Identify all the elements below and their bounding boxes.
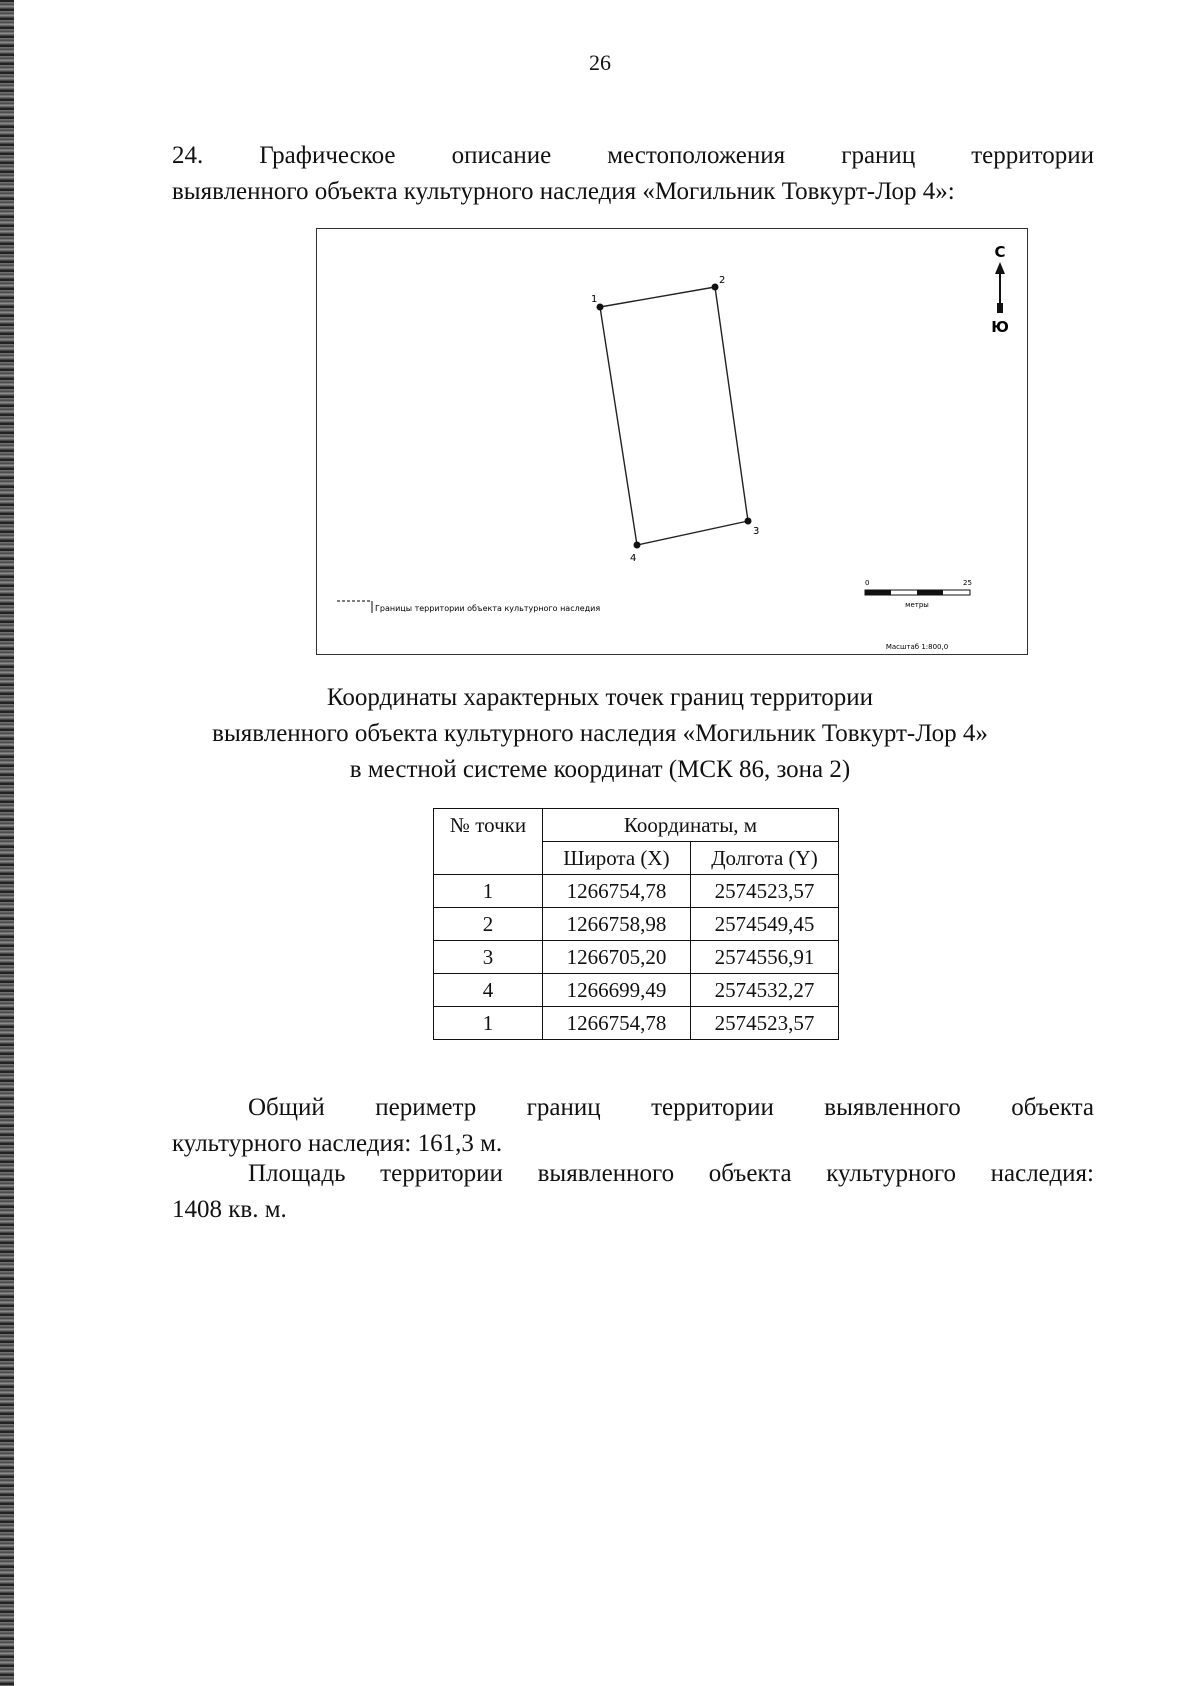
table-row — [434, 974, 839, 1007]
header-latitude-x: Широта (X) — [543, 842, 691, 875]
scale-start-label: 0 — [865, 579, 870, 587]
cell-point: 1 — [434, 1007, 543, 1040]
boundary-point-4-marker — [634, 542, 641, 549]
cell-x: 1266758,98 — [543, 908, 691, 941]
scale-end-label: 25 — [963, 579, 972, 587]
table-caption — [0, 680, 1200, 788]
scale-ratio-label: Масштаб 1:800,0 — [885, 643, 949, 651]
header-coordinates: Координаты, м — [543, 809, 839, 842]
compass-north-label: С — [994, 243, 1006, 261]
cell-point: 3 — [434, 941, 543, 974]
coordinates-table — [433, 808, 839, 1040]
scale-unit-label: метры — [905, 601, 929, 609]
cell-x: 1266699,49 — [543, 974, 691, 1007]
perimeter-line-1: Общий периметр границ территории выявленного объекта — [248, 1094, 1094, 1121]
area-line-2: 1408 кв. м. — [172, 1196, 287, 1223]
cell-y: 2574532,27 — [690, 974, 838, 1007]
cell-y: 2574549,45 — [690, 908, 838, 941]
scan-binding-edge — [0, 0, 14, 1686]
cell-point: 2 — [434, 908, 543, 941]
north-arrow-icon — [991, 243, 1009, 336]
scale-bar — [865, 579, 972, 651]
cell-point: 4 — [434, 974, 543, 1007]
perimeter-line-2: культурного наследия: 161,3 м. — [172, 1130, 503, 1157]
boundary-point-3-marker — [745, 518, 752, 525]
point-label-3: 3 — [753, 526, 760, 537]
cell-y: 2574523,57 — [690, 875, 838, 908]
caption-line-3: в местной системе координат (МСК 86, зона 2) — [349, 756, 851, 783]
header-longitude-y: Долгота (Y) — [690, 842, 838, 875]
heading-line-2: выявленного объекта культурного наследия «Могильник Товкурт-Лор 4»: — [172, 178, 955, 205]
caption-line-1: Координаты характерных точек границ территории — [326, 684, 874, 711]
table-row — [434, 941, 839, 974]
cell-y: 2574556,91 — [690, 941, 838, 974]
header-point-number: № точки — [434, 809, 543, 875]
boundary-point-1-marker — [597, 304, 604, 311]
area-line-1: Площадь территории выявленного объекта культурного наследия: — [248, 1160, 1094, 1187]
point-label-1: 1 — [591, 294, 598, 305]
cell-x: 1266754,78 — [543, 1007, 691, 1040]
table-row — [434, 875, 839, 908]
cell-x: 1266705,20 — [543, 941, 691, 974]
map-legend — [337, 601, 600, 613]
cell-point: 1 — [434, 875, 543, 908]
map-drawing — [317, 229, 1029, 656]
point-label-4: 4 — [630, 553, 637, 564]
section-heading — [172, 138, 1094, 210]
area-paragraph — [172, 1156, 1094, 1228]
point-label-2: 2 — [719, 275, 726, 286]
heading-line-1: 24. Графическое описание местоположения границ территории — [172, 142, 1094, 169]
compass-south-label: Ю — [991, 318, 1009, 336]
cell-x: 1266754,78 — [543, 875, 691, 908]
legend-label: Границы территории объекта культурного наследия — [375, 604, 601, 613]
boundary-map — [316, 228, 1028, 655]
table-row — [434, 908, 839, 941]
territory-boundary-polygon — [600, 287, 748, 545]
cell-y: 2574523,57 — [690, 1007, 838, 1040]
page-number: 26 — [589, 50, 611, 75]
table-row — [434, 1007, 839, 1040]
boundary-point-2-marker — [712, 284, 719, 291]
table-header-row — [434, 809, 839, 842]
perimeter-paragraph — [172, 1090, 1094, 1162]
caption-line-2: выявленного объекта культурного наследия «Могильник Товкурт-Лор 4» — [212, 720, 988, 747]
